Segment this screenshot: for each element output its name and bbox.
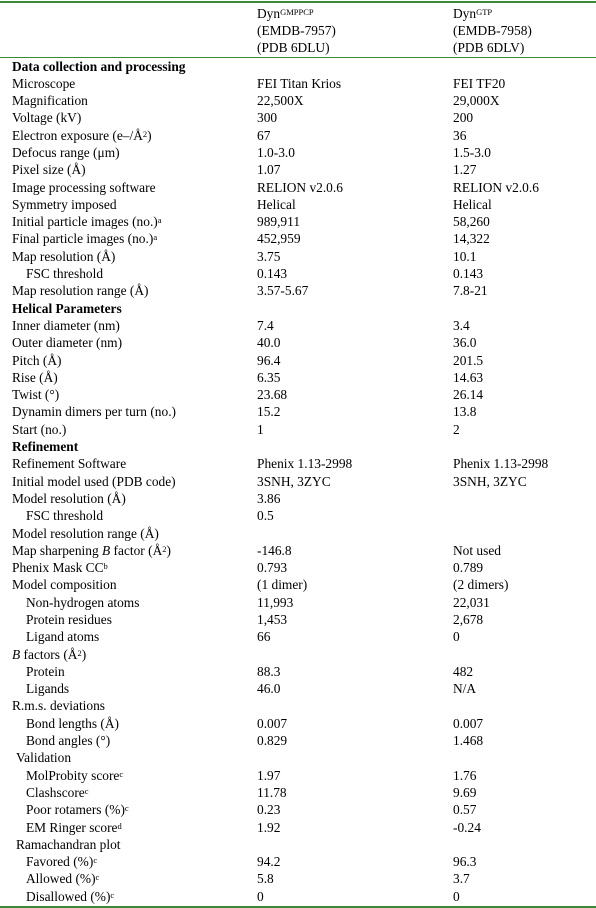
row-label-superscript: b bbox=[103, 561, 108, 572]
header-dyn-label: Dyn bbox=[257, 6, 281, 21]
value-gtp: 10.1 bbox=[453, 248, 477, 264]
row-label-text: Helical Parameters bbox=[12, 300, 122, 316]
header-pdb-id: (PDB 6DLV) bbox=[453, 40, 525, 55]
table-row bbox=[0, 749, 596, 766]
row-label bbox=[12, 127, 152, 144]
header-emdb-id: (EMDB-7958) bbox=[453, 23, 532, 38]
value-gmppcp: 15.2 bbox=[257, 404, 281, 420]
row-label-text: Symmetry imposed bbox=[12, 196, 117, 212]
value-gtp: 0 bbox=[453, 629, 460, 645]
value-gmppcp: 3.57-5.67 bbox=[257, 283, 309, 299]
row-label-text: Rise (Å) bbox=[12, 369, 58, 385]
table-row bbox=[0, 282, 596, 299]
header-nucleotide-sup: GTP bbox=[476, 7, 493, 17]
table-row bbox=[0, 455, 596, 472]
row-label-text: Disallowed (%) bbox=[26, 888, 111, 904]
row-label bbox=[12, 179, 156, 196]
table-row bbox=[0, 265, 596, 282]
row-label-text: ) bbox=[81, 646, 87, 662]
table-row bbox=[0, 248, 596, 265]
table-row bbox=[0, 386, 596, 403]
row-label-text: Initial particle images (no.) bbox=[12, 214, 158, 230]
table-row bbox=[0, 542, 596, 559]
table-row bbox=[0, 230, 596, 247]
table-row bbox=[0, 646, 596, 663]
row-label-superscript: c bbox=[95, 872, 100, 883]
table-row bbox=[0, 317, 596, 334]
table-row bbox=[0, 732, 596, 749]
table-row bbox=[0, 127, 596, 144]
value-gtp: 2 bbox=[453, 421, 460, 437]
value-gmppcp: 0 bbox=[257, 888, 264, 904]
row-label bbox=[12, 836, 120, 853]
row-label-text: Data collection and processing bbox=[12, 58, 186, 74]
table-row bbox=[0, 161, 596, 178]
table-row bbox=[0, 576, 596, 593]
row-label-text: Model resolution (Å) bbox=[12, 490, 126, 506]
row-label bbox=[12, 455, 126, 472]
row-label-superscript: 2 bbox=[162, 543, 167, 554]
row-label-text: Ramachandran plot bbox=[16, 836, 121, 852]
value-gmppcp: 96.4 bbox=[257, 352, 281, 368]
value-gtp: 14.63 bbox=[453, 369, 484, 385]
row-label-text: Bond angles (°) bbox=[26, 733, 111, 749]
row-label-text: Ligand atoms bbox=[26, 629, 100, 645]
row-label-superscript: c bbox=[124, 803, 129, 814]
table-row bbox=[0, 369, 596, 386]
value-gtp: 96.3 bbox=[453, 854, 477, 870]
row-label bbox=[12, 161, 86, 178]
row-label-text: Outer diameter (nm) bbox=[12, 335, 123, 351]
row-label bbox=[12, 230, 157, 247]
row-label bbox=[12, 559, 108, 576]
table-row bbox=[0, 196, 596, 213]
row-label-text: Validation bbox=[16, 750, 72, 766]
row-label bbox=[12, 870, 99, 887]
value-gtp: 13.8 bbox=[453, 404, 477, 420]
row-label bbox=[12, 403, 176, 420]
table-row bbox=[0, 109, 596, 126]
value-gmppcp: (1 dimer) bbox=[257, 577, 308, 593]
table-row bbox=[0, 767, 596, 784]
value-gtp: 3.7 bbox=[453, 871, 470, 887]
row-label-text: Magnification bbox=[12, 93, 88, 109]
row-label bbox=[12, 334, 122, 351]
row-label-text: Protein residues bbox=[26, 612, 112, 627]
row-label bbox=[12, 507, 103, 524]
value-gtp: 1.468 bbox=[453, 733, 484, 749]
value-gtp: 7.8-21 bbox=[453, 283, 488, 299]
row-label-superscript: a bbox=[153, 232, 158, 243]
table-row bbox=[0, 784, 596, 801]
value-gmppcp: 989,911 bbox=[257, 214, 301, 230]
row-label bbox=[12, 75, 75, 92]
table-row bbox=[0, 179, 596, 196]
section-header-row bbox=[0, 300, 596, 317]
value-gmppcp: 0.143 bbox=[257, 266, 288, 282]
value-gtp: 482 bbox=[453, 663, 474, 679]
header-emdb-id: (EMDB-7957) bbox=[257, 23, 336, 38]
row-label-text: Start (no.) bbox=[12, 421, 67, 437]
row-label-italic: B bbox=[102, 542, 111, 558]
section-header-row bbox=[0, 438, 596, 455]
row-label-text: Defocus range (μm) bbox=[12, 144, 120, 160]
value-gmppcp: 7.4 bbox=[257, 317, 274, 333]
row-label-superscript: c bbox=[93, 855, 98, 866]
row-label-text: factor (Å bbox=[110, 542, 163, 558]
value-gmppcp: 1.0-3.0 bbox=[257, 144, 295, 160]
value-gtp: 14,322 bbox=[453, 231, 490, 247]
value-gmppcp: 452,959 bbox=[257, 231, 301, 247]
row-label-text: MolProbity score bbox=[26, 767, 120, 783]
table-body bbox=[0, 58, 596, 906]
row-label-text: Final particle images (no.) bbox=[12, 231, 154, 247]
row-label-superscript: a bbox=[157, 215, 162, 226]
value-gmppcp: 1 bbox=[257, 421, 264, 437]
table-row bbox=[0, 473, 596, 490]
value-gmppcp: 3.75 bbox=[257, 248, 281, 264]
row-label bbox=[12, 490, 126, 507]
value-gmppcp: 0.5 bbox=[257, 508, 274, 524]
value-gmppcp: 67 bbox=[257, 127, 271, 143]
row-label-text: Inner diameter (nm) bbox=[12, 317, 120, 333]
value-gmppcp: 0.793 bbox=[257, 560, 288, 576]
row-label bbox=[12, 801, 129, 818]
value-gmppcp: 6.35 bbox=[257, 369, 281, 385]
row-label bbox=[12, 646, 86, 663]
row-label-text: Refinement bbox=[12, 439, 79, 455]
value-gtp: 0.57 bbox=[453, 802, 477, 818]
column-header-gmppcp bbox=[257, 5, 336, 56]
value-gtp: 1.5-3.0 bbox=[453, 144, 491, 160]
row-label-text: Map sharpening bbox=[12, 542, 102, 558]
value-gmppcp: 23.68 bbox=[257, 387, 288, 403]
table-row bbox=[0, 594, 596, 611]
row-label bbox=[12, 144, 120, 161]
value-gmppcp: 0.007 bbox=[257, 715, 288, 731]
value-gtp: 200 bbox=[453, 110, 474, 126]
value-gtp: 22,031 bbox=[453, 594, 490, 610]
value-gmppcp: Phenix 1.13-2998 bbox=[257, 456, 353, 472]
row-label-text: R.m.s. deviations bbox=[12, 698, 105, 714]
row-label bbox=[12, 386, 59, 403]
row-label-text: Favored (%) bbox=[26, 854, 94, 870]
table-row bbox=[0, 628, 596, 645]
value-gtp: 3.4 bbox=[453, 317, 470, 333]
row-label-text: FSC threshold bbox=[26, 266, 104, 282]
row-label-text: Allowed (%) bbox=[26, 871, 96, 887]
section-header-row bbox=[0, 58, 596, 75]
value-gmppcp: 94.2 bbox=[257, 854, 281, 870]
value-gmppcp: 0.23 bbox=[257, 802, 281, 818]
table-row bbox=[0, 680, 596, 697]
row-label bbox=[12, 438, 78, 455]
value-gmppcp: RELION v2.0.6 bbox=[257, 179, 343, 195]
row-label bbox=[12, 542, 171, 559]
row-label bbox=[12, 749, 71, 766]
row-label bbox=[12, 680, 69, 697]
value-gmppcp: Helical bbox=[257, 196, 296, 212]
row-label bbox=[12, 611, 112, 628]
row-label bbox=[12, 767, 123, 784]
value-gmppcp: 1.07 bbox=[257, 162, 281, 178]
value-gtp: -0.24 bbox=[453, 819, 481, 835]
table-row bbox=[0, 697, 596, 714]
header-dyn-label: Dyn bbox=[453, 6, 477, 21]
value-gmppcp: 3.86 bbox=[257, 490, 281, 506]
row-label-text: Poor rotamers (%) bbox=[26, 802, 125, 818]
header-pdb-id: (PDB 6DLU) bbox=[257, 40, 330, 55]
value-gmppcp: 3SNH, 3ZYC bbox=[257, 473, 331, 489]
value-gtp: 36 bbox=[453, 127, 467, 143]
value-gtp: 0 bbox=[453, 888, 460, 904]
row-label bbox=[12, 317, 120, 334]
row-label-text: Pitch (Å) bbox=[12, 352, 62, 368]
value-gtp: N/A bbox=[453, 681, 477, 697]
value-gmppcp: 88.3 bbox=[257, 663, 281, 679]
row-label bbox=[12, 248, 115, 265]
table-row bbox=[0, 801, 596, 818]
value-gtp: 2,678 bbox=[453, 612, 484, 627]
value-gtp: 0.143 bbox=[453, 266, 484, 282]
value-gmppcp: 5.8 bbox=[257, 871, 274, 887]
row-label-text: Model composition bbox=[12, 577, 117, 593]
row-label-text: Map resolution (Å) bbox=[12, 248, 116, 264]
row-label-text: Image processing software bbox=[12, 179, 156, 195]
table-row bbox=[0, 490, 596, 507]
value-gtp: 3SNH, 3ZYC bbox=[453, 473, 527, 489]
row-label-text: Bond lengths (Å) bbox=[26, 715, 119, 731]
row-label-text: Voltage (kV) bbox=[12, 110, 82, 126]
row-label bbox=[12, 715, 119, 732]
row-label bbox=[12, 352, 61, 369]
table-row bbox=[0, 507, 596, 524]
row-label-text: Non-hydrogen atoms bbox=[26, 594, 140, 610]
row-label-text: Pixel size (Å) bbox=[12, 162, 86, 178]
row-label-superscript: c bbox=[119, 768, 124, 779]
table-row bbox=[0, 352, 596, 369]
value-gtp: Phenix 1.13-2998 bbox=[453, 456, 549, 472]
value-gtp: Helical bbox=[453, 196, 492, 212]
value-gtp: 36.0 bbox=[453, 335, 477, 351]
row-label-superscript: d bbox=[117, 820, 122, 831]
row-label-text: Dynamin dimers per turn (no.) bbox=[12, 404, 176, 420]
value-gmppcp: 40.0 bbox=[257, 335, 281, 351]
table-row bbox=[0, 403, 596, 420]
value-gtp: 58,260 bbox=[453, 214, 490, 230]
row-label-text: Electron exposure (e–/Å bbox=[12, 127, 143, 143]
row-label-text: EM Ringer score bbox=[26, 819, 118, 835]
row-label-text: Phenix Mask CC bbox=[12, 560, 104, 576]
row-label bbox=[12, 196, 117, 213]
row-label bbox=[12, 282, 148, 299]
row-label-superscript: 2 bbox=[77, 647, 82, 658]
value-gtp: (2 dimers) bbox=[453, 577, 509, 593]
row-label-text: Initial model used (PDB code) bbox=[12, 473, 176, 489]
row-label-text: Ligands bbox=[26, 681, 70, 697]
row-label-text: Refinement Software bbox=[12, 456, 127, 472]
table-row bbox=[0, 611, 596, 628]
table-row bbox=[0, 213, 596, 230]
table-row bbox=[0, 870, 596, 887]
table-row bbox=[0, 888, 596, 905]
value-gtp: 26.14 bbox=[453, 387, 484, 403]
header-nucleotide-sup: GMPPCP bbox=[280, 7, 314, 17]
row-label-text: factors (Å bbox=[20, 646, 78, 662]
row-label bbox=[12, 576, 117, 593]
row-label-italic: B bbox=[12, 646, 21, 662]
table-row bbox=[0, 853, 596, 870]
value-gmppcp: 1.92 bbox=[257, 819, 281, 835]
row-label bbox=[12, 819, 122, 836]
table-row bbox=[0, 421, 596, 438]
row-label bbox=[12, 265, 103, 282]
column-header-gtp bbox=[453, 5, 532, 56]
value-gmppcp: 46.0 bbox=[257, 681, 281, 697]
value-gtp: Not used bbox=[453, 542, 501, 558]
table-row bbox=[0, 75, 596, 92]
value-gmppcp: 300 bbox=[257, 110, 278, 126]
row-label-text: Twist (°) bbox=[12, 387, 60, 403]
value-gmppcp: 66 bbox=[257, 629, 271, 645]
row-label bbox=[12, 732, 110, 749]
table-row bbox=[0, 819, 596, 836]
table-row bbox=[0, 334, 596, 351]
row-label-text: Protein bbox=[26, 663, 65, 679]
value-gtp: 29,000X bbox=[453, 93, 500, 109]
row-label bbox=[12, 473, 176, 490]
table-row bbox=[0, 715, 596, 732]
row-label bbox=[12, 663, 65, 680]
table-row bbox=[0, 663, 596, 680]
table-top-rule bbox=[0, 1, 596, 3]
row-label-text: Clashscore bbox=[26, 784, 85, 800]
row-label-text: ) bbox=[166, 542, 171, 558]
row-label bbox=[12, 421, 66, 438]
table-row bbox=[0, 92, 596, 109]
value-gmppcp: FEI Titan Krios bbox=[257, 75, 342, 91]
row-label bbox=[12, 213, 162, 230]
table-row bbox=[0, 144, 596, 161]
value-gtp: RELION v2.0.6 bbox=[453, 179, 539, 195]
value-gmppcp: 1,453 bbox=[257, 612, 288, 627]
row-label bbox=[12, 697, 105, 714]
row-label bbox=[12, 888, 114, 905]
value-gtp: 201.5 bbox=[453, 352, 484, 368]
value-gtp: FEI TF20 bbox=[453, 75, 506, 91]
table-row bbox=[0, 559, 596, 576]
value-gtp: 0.007 bbox=[453, 715, 484, 731]
value-gmppcp: 22,500X bbox=[257, 93, 304, 109]
value-gtp: 9.69 bbox=[453, 784, 477, 800]
row-label bbox=[12, 300, 122, 317]
table-row bbox=[0, 836, 596, 853]
row-label-superscript: 2 bbox=[142, 128, 148, 139]
row-label-text: Map resolution range (Å) bbox=[12, 283, 149, 299]
value-gtp: 1.27 bbox=[453, 162, 477, 178]
row-label bbox=[12, 525, 159, 542]
row-label bbox=[12, 784, 89, 801]
row-label-text: FSC threshold bbox=[26, 508, 104, 524]
value-gtp: 0.789 bbox=[453, 560, 484, 576]
row-label bbox=[12, 853, 97, 870]
value-gmppcp: 11.78 bbox=[257, 784, 287, 800]
row-label bbox=[12, 594, 139, 611]
row-label bbox=[12, 92, 88, 109]
value-gtp: 1.76 bbox=[453, 767, 477, 783]
row-label-text: ) bbox=[147, 127, 152, 143]
table-row bbox=[0, 525, 596, 542]
row-label bbox=[12, 369, 58, 386]
row-label bbox=[12, 109, 81, 126]
row-label-text: Microscope bbox=[12, 75, 76, 91]
row-label-superscript: c bbox=[84, 785, 89, 796]
row-label bbox=[12, 628, 99, 645]
value-gmppcp: -146.8 bbox=[257, 542, 292, 558]
value-gmppcp: 1.97 bbox=[257, 767, 281, 783]
row-label bbox=[12, 58, 185, 75]
value-gmppcp: 11,993 bbox=[257, 594, 294, 610]
row-label-text: Model resolution range (Å) bbox=[12, 525, 159, 541]
row-label-superscript: c bbox=[110, 889, 115, 900]
value-gmppcp: 0.829 bbox=[257, 733, 288, 749]
